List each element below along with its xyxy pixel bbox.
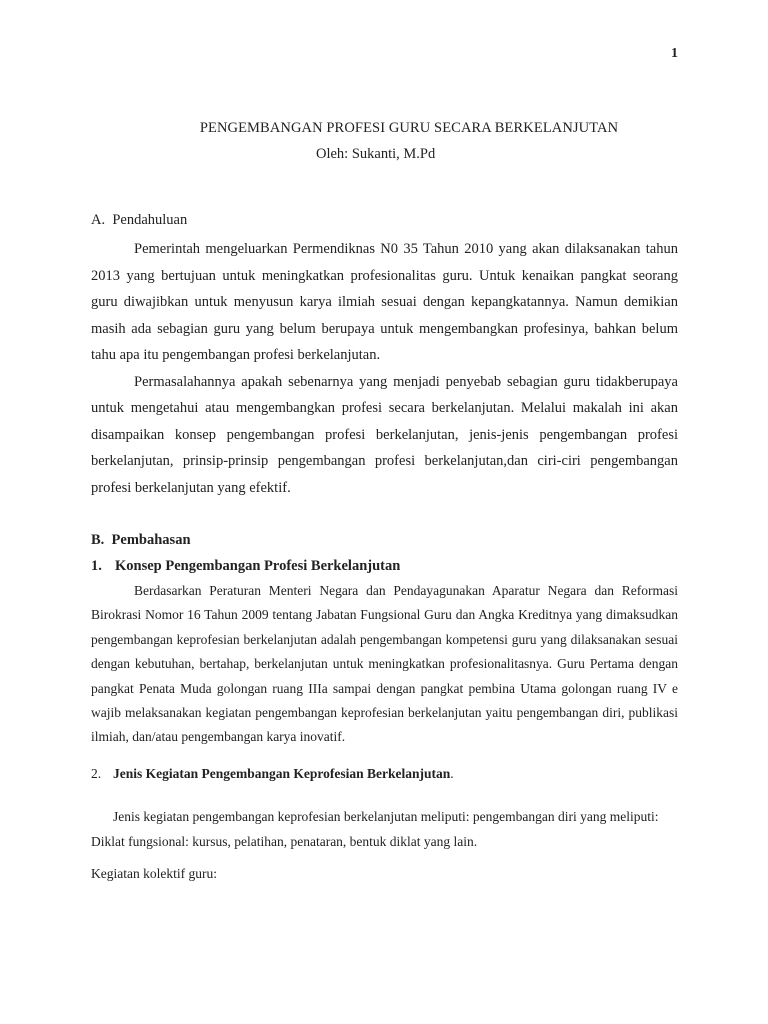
page-number: 1 [671, 46, 678, 61]
document-title: PENGEMBANGAN PROFESI GURU SECARA BERKELANJUTAN [199, 120, 619, 136]
section-a-body [91, 236, 678, 501]
subsection-1-body [91, 579, 678, 750]
paragraph: Permasalahannya apakah sebenarnya yang menjadi penyebab sebagian guru tidakberupaya untuk mengetahui atau mengembangkan profesi secara berkelanjutan. Melalui makalah ini akan disampaikan konsep pengembangan profesi berkelanjutan, jenis-jenis pengembangan profesi berkelanjutan, prinsip-prinsip pengembangan profesi berkelanjutan,dan ciri-ciri pengembangan profesi berkelanjutan yang efektif. [91, 373, 678, 496]
paragraph: Pemerintah mengeluarkan Permendiknas N0 35 Tahun 2010 yang akan dilaksanakan tahun 2013 yang bertujuan untuk meningkatkan profesionalitas guru. Untuk kenaikan pangkat seorang guru diwajibkan untuk menyusun karya ilmiah sesuai dengan kepangkatannya. Namun demikian masih ada sebagian guru yang belum berupaya untuk mengembangkan profesinya, bahkan belum tahu apa itu pengembangan profesi berkelanjutan. [91, 241, 678, 363]
subsection-1-heading [91, 558, 400, 575]
paragraph: Berdasarkan Peraturan Menteri Negara dan Pendayagunakan Aparatur Negara dan Reformasi Birokrasi Nomor 16 Tahun 2009 tentang Jabatan Fungsional Guru dan Angka Kreditnya yang dimaksudkan pengembangan keprofesian berkelanjutan adalah pengembangan kompetensi guru yang dilaksanakan sesuai dengan kebutuhan, bertahap, berkelanjutan untuk meningkatkan profesionalitasnya. Guru Pertama dengan pangkat Penata Muda golongan ruang IIIa sampai dengan pangkat pembina Utama golongan ruang IV e wajib melaksanakan kegiatan pengembangan keprofesian berkelanjutan yaitu pengembangan diri, publikasi ilmiah, dan/atau pengembangan karya inovatif. [91, 583, 678, 745]
subsection-title: Konsep Pengembangan Profesi Berkelanjutan [115, 558, 401, 574]
subsection-2-body [91, 805, 681, 854]
document-author: Oleh: Sukanti, M.Pd [316, 146, 436, 162]
subsection-2-heading [91, 766, 454, 782]
section-a-heading: A. Pendahuluan [91, 212, 188, 228]
section-b-heading: B. Pembahasan [91, 532, 191, 548]
paragraph-line [91, 805, 681, 830]
subsection-number: 2. [91, 766, 102, 781]
paragraph: Kegiatan kolektif guru: [91, 866, 217, 881]
subsection-number: 1. [91, 558, 102, 574]
paragraph-line: Diklat fungsional: kursus, pelatihan, penataran, bentuk diklat yang lain. [91, 833, 478, 849]
paragraph-line-text: Jenis kegiatan pengembangan keprofesian berkelanjutan meliputi: pengembangan diri yang meliputi: [113, 809, 659, 824]
subsection-title: Jenis Kegiatan Pengembangan Keprofesian Berkelanjutan [113, 766, 451, 781]
subsection-title-suffix: . [450, 766, 454, 781]
